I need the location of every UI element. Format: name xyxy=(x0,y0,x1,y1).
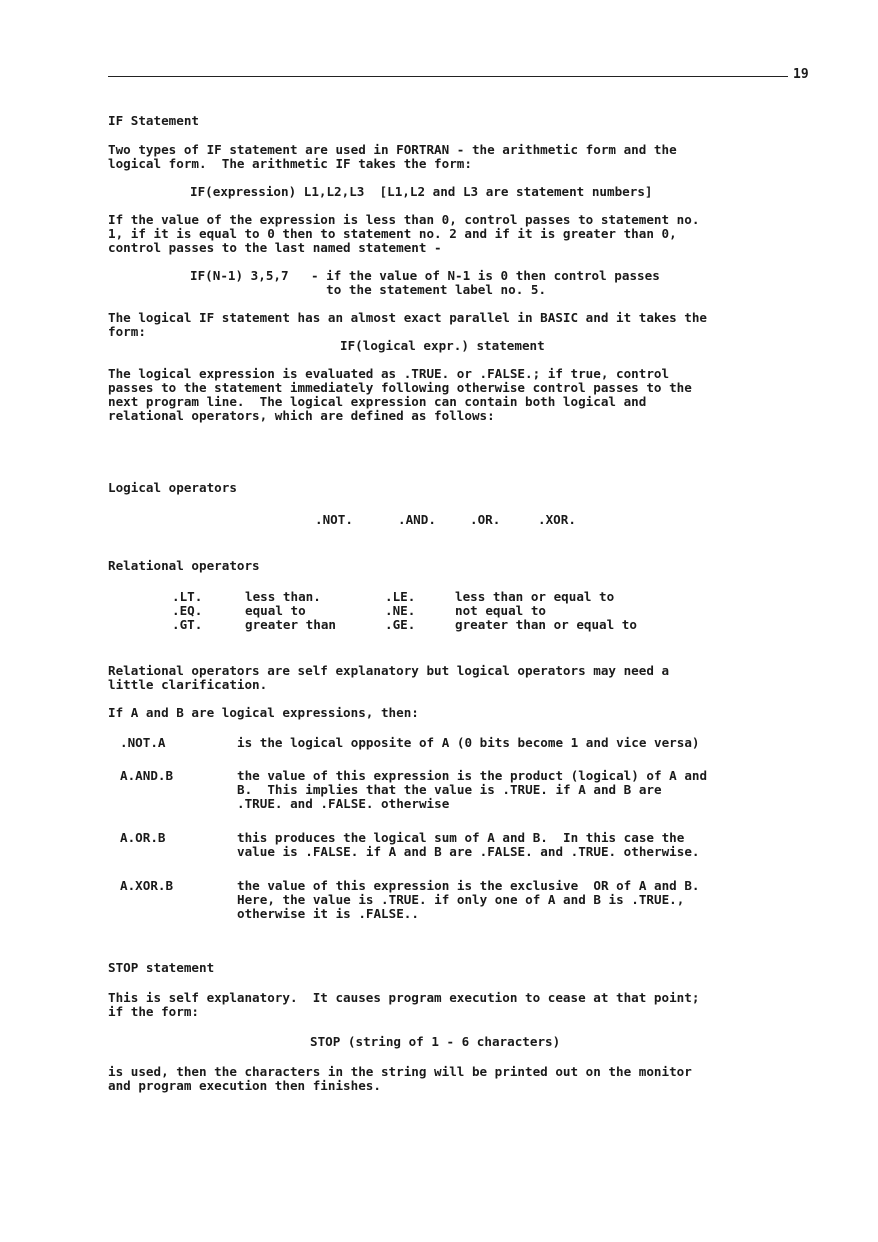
rel-desc-ge: greater than or equal to xyxy=(455,617,637,632)
definition-xor-line-1: the value of this expression is the exclusive OR of A and B. xyxy=(237,878,700,893)
definition-and-line-2: B. This implies that the value is .TRUE. if A and B are xyxy=(237,782,662,797)
rel-op-le: .LE. xyxy=(385,589,416,604)
example-desc-line-1: - if the value of N-1 is 0 then control passes xyxy=(311,268,660,283)
logical-intro-line-2: form: xyxy=(108,324,146,339)
if-intro-line-1: Two types of IF statement are used in FORTRAN - the arithmetic form and the xyxy=(108,142,677,157)
definition-or-line-1: this produces the logical sum of A and B. In this case the xyxy=(237,830,685,845)
header-rule xyxy=(108,76,788,77)
stop-form: STOP (string of 1 - 6 characters) xyxy=(310,1034,561,1049)
if-a-and-b-line: If A and B are logical expressions, then: xyxy=(108,705,419,720)
definition-and-line-3: .TRUE. and .FALSE. otherwise xyxy=(237,796,450,811)
definition-term-not: .NOT.A xyxy=(120,735,166,750)
rel-desc-lt: less than. xyxy=(245,589,321,604)
definition-and-line-1: the value of this expression is the product (logical) of A and xyxy=(237,768,708,783)
rel-desc-gt: greater than xyxy=(245,617,336,632)
if-statement-heading: IF Statement xyxy=(108,113,199,128)
stop-statement-heading: STOP statement xyxy=(108,960,215,975)
if-intro-line-2: logical form. The arithmetic IF takes the form: xyxy=(108,156,472,171)
definition-xor-line-3: otherwise it is .FALSE.. xyxy=(237,906,419,921)
page-number: 19 xyxy=(793,67,809,82)
logical-if-form: IF(logical expr.) statement xyxy=(340,338,545,353)
logical-op-and: .AND. xyxy=(398,512,436,527)
rel-desc-le: less than or equal to xyxy=(455,589,615,604)
rel-op-ge: .GE. xyxy=(385,617,416,632)
logical-op-xor: .XOR. xyxy=(538,512,576,527)
arith-desc-line-3: control passes to the last named statement - xyxy=(108,240,442,255)
stop-desc-line-2: and program execution then finishes. xyxy=(108,1078,381,1093)
rel-desc-eq: equal to xyxy=(245,603,306,618)
rel-desc-ne: not equal to xyxy=(455,603,546,618)
definition-xor-line-2: Here, the value is .TRUE. if only one of A and B is .TRUE., xyxy=(237,892,685,907)
stop-desc-line-1: is used, then the characters in the string will be printed out on the monitor xyxy=(108,1064,692,1079)
example-code: IF(N-1) 3,5,7 xyxy=(190,268,289,283)
rel-op-eq: .EQ. xyxy=(172,603,203,618)
logical-desc-line-3: next program line. The logical expression can contain both logical and xyxy=(108,394,647,409)
arith-desc-line-1: If the value of the expression is less than 0, control passes to statement no. xyxy=(108,212,700,227)
clarification-line-2: little clarification. xyxy=(108,677,268,692)
rel-op-gt: .GT. xyxy=(172,617,203,632)
arith-desc-line-2: 1, if it is equal to 0 then to statement no. 2 and if it is greater than 0, xyxy=(108,226,677,241)
logical-intro-line-1: The logical IF statement has an almost exact parallel in BASIC and it takes the xyxy=(108,310,707,325)
rel-op-lt: .LT. xyxy=(172,589,203,604)
logical-operators-label: Logical operators xyxy=(108,480,237,495)
definition-term-xor: A.XOR.B xyxy=(120,878,174,893)
example-desc-line-2: to the statement label no. 5. xyxy=(311,282,547,297)
relational-operators-label: Relational operators xyxy=(108,558,260,573)
rel-op-ne: .NE. xyxy=(385,603,416,618)
definition-not-line-1: is the logical opposite of A (0 bits become 1 and vice versa) xyxy=(237,735,700,750)
logical-op-not: .NOT. xyxy=(315,512,353,527)
logical-desc-line-1: The logical expression is evaluated as .TRUE. or .FALSE.; if true, control xyxy=(108,366,670,381)
definition-term-or: A.OR.B xyxy=(120,830,166,845)
arithmetic-if-form: IF(expression) L1,L2,L3 [L1,L2 and L3 are statement numbers] xyxy=(190,184,653,199)
logical-desc-line-2: passes to the statement immediately following otherwise control passes to the xyxy=(108,380,692,395)
definition-term-and: A.AND.B xyxy=(120,768,174,783)
logical-op-or: .OR. xyxy=(470,512,501,527)
clarification-line-1: Relational operators are self explanatory but logical operators may need a xyxy=(108,663,670,678)
stop-intro-line-2: if the form: xyxy=(108,1004,199,1019)
logical-desc-line-4: relational operators, which are defined as follows: xyxy=(108,408,495,423)
definition-or-line-2: value is .FALSE. if A and B are .FALSE. and .TRUE. otherwise. xyxy=(237,844,700,859)
stop-intro-line-1: This is self explanatory. It causes program execution to cease at that point; xyxy=(108,990,700,1005)
